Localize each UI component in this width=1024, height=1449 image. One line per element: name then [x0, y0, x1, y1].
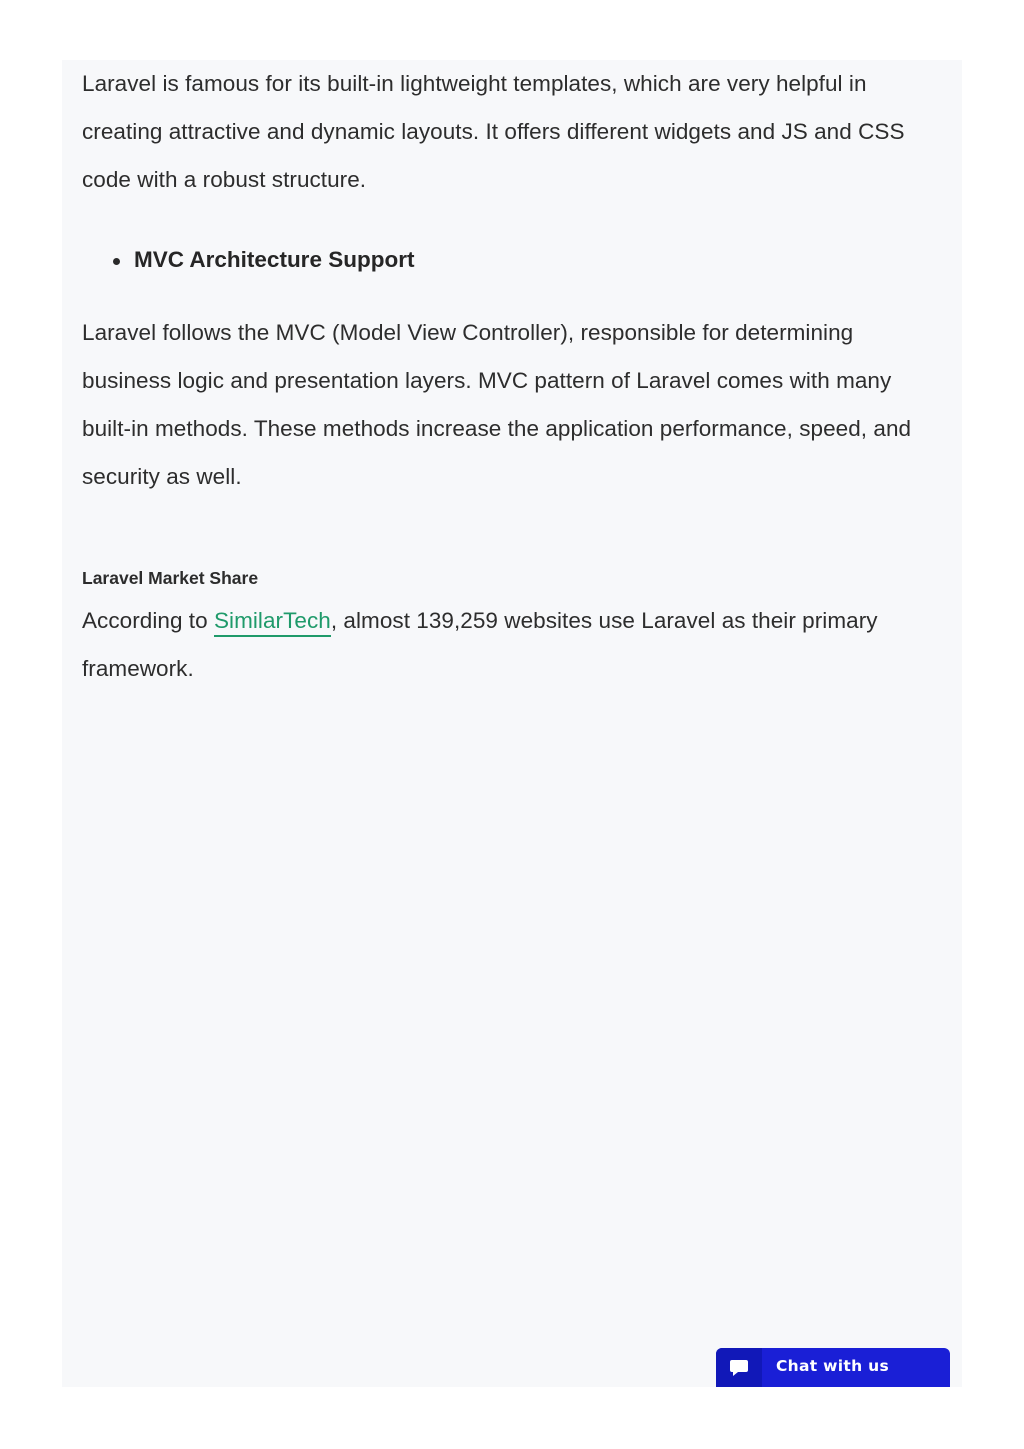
- list-item-label: MVC Architecture Support: [134, 247, 415, 272]
- chat-widget-button[interactable]: [716, 1348, 950, 1387]
- paragraph-templates: Laravel is famous for its built-in lightweight templates, which are very helpful in creating attractive and dynamic layouts. It offers different widgets and JS and CSS code with a robust structure.: [82, 71, 905, 192]
- feature-list: [82, 245, 942, 275]
- paragraph-market-share: [82, 597, 942, 693]
- chat-widget-label: Chat with us: [776, 1356, 890, 1375]
- bullet-icon: [113, 258, 120, 265]
- paragraph-mvc: Laravel follows the MVC (Model View Controller), responsible for determining business logic and presentation layers. MVC pattern of Laravel comes with many built-in methods. These methods increase the application performance, speed, and security as well.: [82, 320, 912, 489]
- article-content: [62, 60, 962, 1387]
- similartech-link[interactable]: SimilarTech: [214, 608, 331, 637]
- chat-bubble-icon-glyph: [728, 1357, 750, 1379]
- paragraph-prefix: According to: [82, 608, 214, 633]
- list-item: [82, 245, 942, 275]
- section-heading: Laravel Market Share: [82, 568, 259, 588]
- chat-bubble-icon: [716, 1348, 762, 1387]
- paragraph-suffix: , almost 139,259 websites use Laravel as their primary framework.: [82, 608, 878, 681]
